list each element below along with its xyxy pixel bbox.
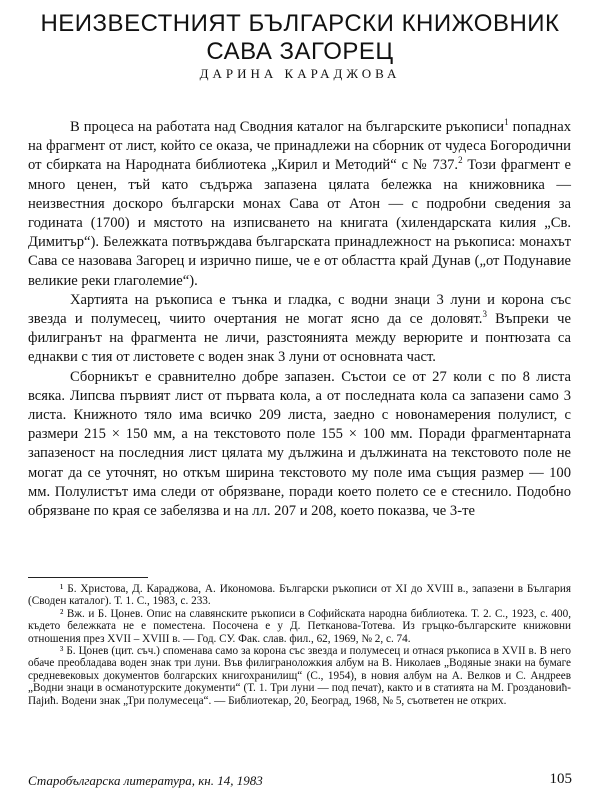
footnote-2: ² Вж. и Б. Цонев. Опис на славянските ръкописи в Софийската народна библиотека. Т. 2. С., 1923, с. 400, където бележката не е поместена. Посочена е у Д. Петканова-Тотева. Из гръцко-българските книжовни отношения през XVII – XVIII в. — Год. СУ. Фак. слав. фил., 62, 1969, № 2, с. 74. [28,607,571,645]
article-title-line-2: САВА ЗАГОРЕЦ [206,38,394,65]
paragraph-1-text-c: Този фрагмент е много ценен, тъй като съдържа запазена цялата бележка на книжовника — неизвестния доскоро български монах Сава от Атон — с подробни сведения за годината (1700) и мястото на изписването на книгата (хилендарската килия „Св. Димитър“). Бележката потвърждава българската принадлежност на ръкописа: монахът Сава се назовава Загорец и изрично пише, че е от областта край Дунав („от Подунавие великие реки глаголемие“). [28,157,571,289]
footnote-separator [28,577,148,578]
article-title-line-1: НЕИЗВЕСТНИЯТ БЪЛГАРСКИ КНИЖОВНИК [40,10,560,37]
footnote-ref-1: 1 [504,117,509,128]
paragraph-2 [28,291,571,368]
footnote-ref-3: 3 [482,309,487,320]
paragraph-1-text-a: В процеса на работата над Сводния каталог на българските ръкописи [70,119,505,135]
footnote-1: ¹ Б. Христова, Д. Караджова, А. Икономова. Български ръкописи от XI до XVIII в., запазени в България (Сводeн каталог). Т. 1. С., 1983, с. 233. [28,583,571,608]
page-number: 105 [549,771,572,787]
running-footer: Старобългарска литература, кн. 14, 1983 [28,773,263,788]
footnote-ref-2: 2 [458,155,463,166]
paragraph-1-text-b: попаднах на фрагмент от лист, който се оказа, че принадлежи на сборник от чудеса Богородични от сбирката на Народната библиотека „Кирил и Методий“ с № 737. [28,119,572,174]
footnote-3: ³ Б. Цонев (цит. съч.) споменава само за корона със звезда и полумесец и отнася ръкописа в XVII в. В него обаче преобладава воден знак три луни. Във филиграноложкия албум на В. Николаев „Водяные знаки на бумаге средневековых документов болгарских книгохранилищ“ (С., 1954), в новия албум на А. Велков и С. Андреев „Водни знаци в османотурските документи“ (Т. 1. Три луни — под печат), както и в статията на М. Гроздановић-Пајић. Водени знак „Три полумесеца“. — Библиотекар, 20, Београд, 1968, № 5, съответен не открих. [28,645,571,707]
author-name: ДАРИНА КАРАДЖОВА [199,66,401,81]
paragraph-2-text-a: Хартията на ръкописа е тънка и гладка, с водни знаци 3 луни и корона със звезда и полумесец, чиито очертания не могат ясно да се доловят. [28,291,571,328]
paragraph-2-text-b: Въпреки че филигранът на фрагмента не личи, разстоянията между верюрите и понтюзата са еднакви с тия от листовете с воден знак 3 луни от основната част. [28,311,571,366]
article-body [28,118,571,521]
paragraph-3: Сборникът е сравнително добре запазен. Състои се от 27 коли с по 8 листа всяка. Липсва първият лист от първата кола, а от последната кола са запазени само 3 листа. Книжното тяло има всичко 209 листа, заедно с новонамерения полулист, с размери 215 × 150 мм, а на текстовото поле 155 × 100 мм. Поради фрагментарната запазеност на последния лист цялата му дължина и дължината на текстовото поле не могат да се уточнят, но откъм ширина текстовото му поле има същия размер — 100 мм. Полулистът има следи от обрязване, поради което полето се е стеснило. Подобно обрязване по края се забелязва и на лл. 207 и 208, което показва, че 3-те [28,368,571,520]
footnotes [28,583,571,707]
paragraph-1 [28,118,571,291]
